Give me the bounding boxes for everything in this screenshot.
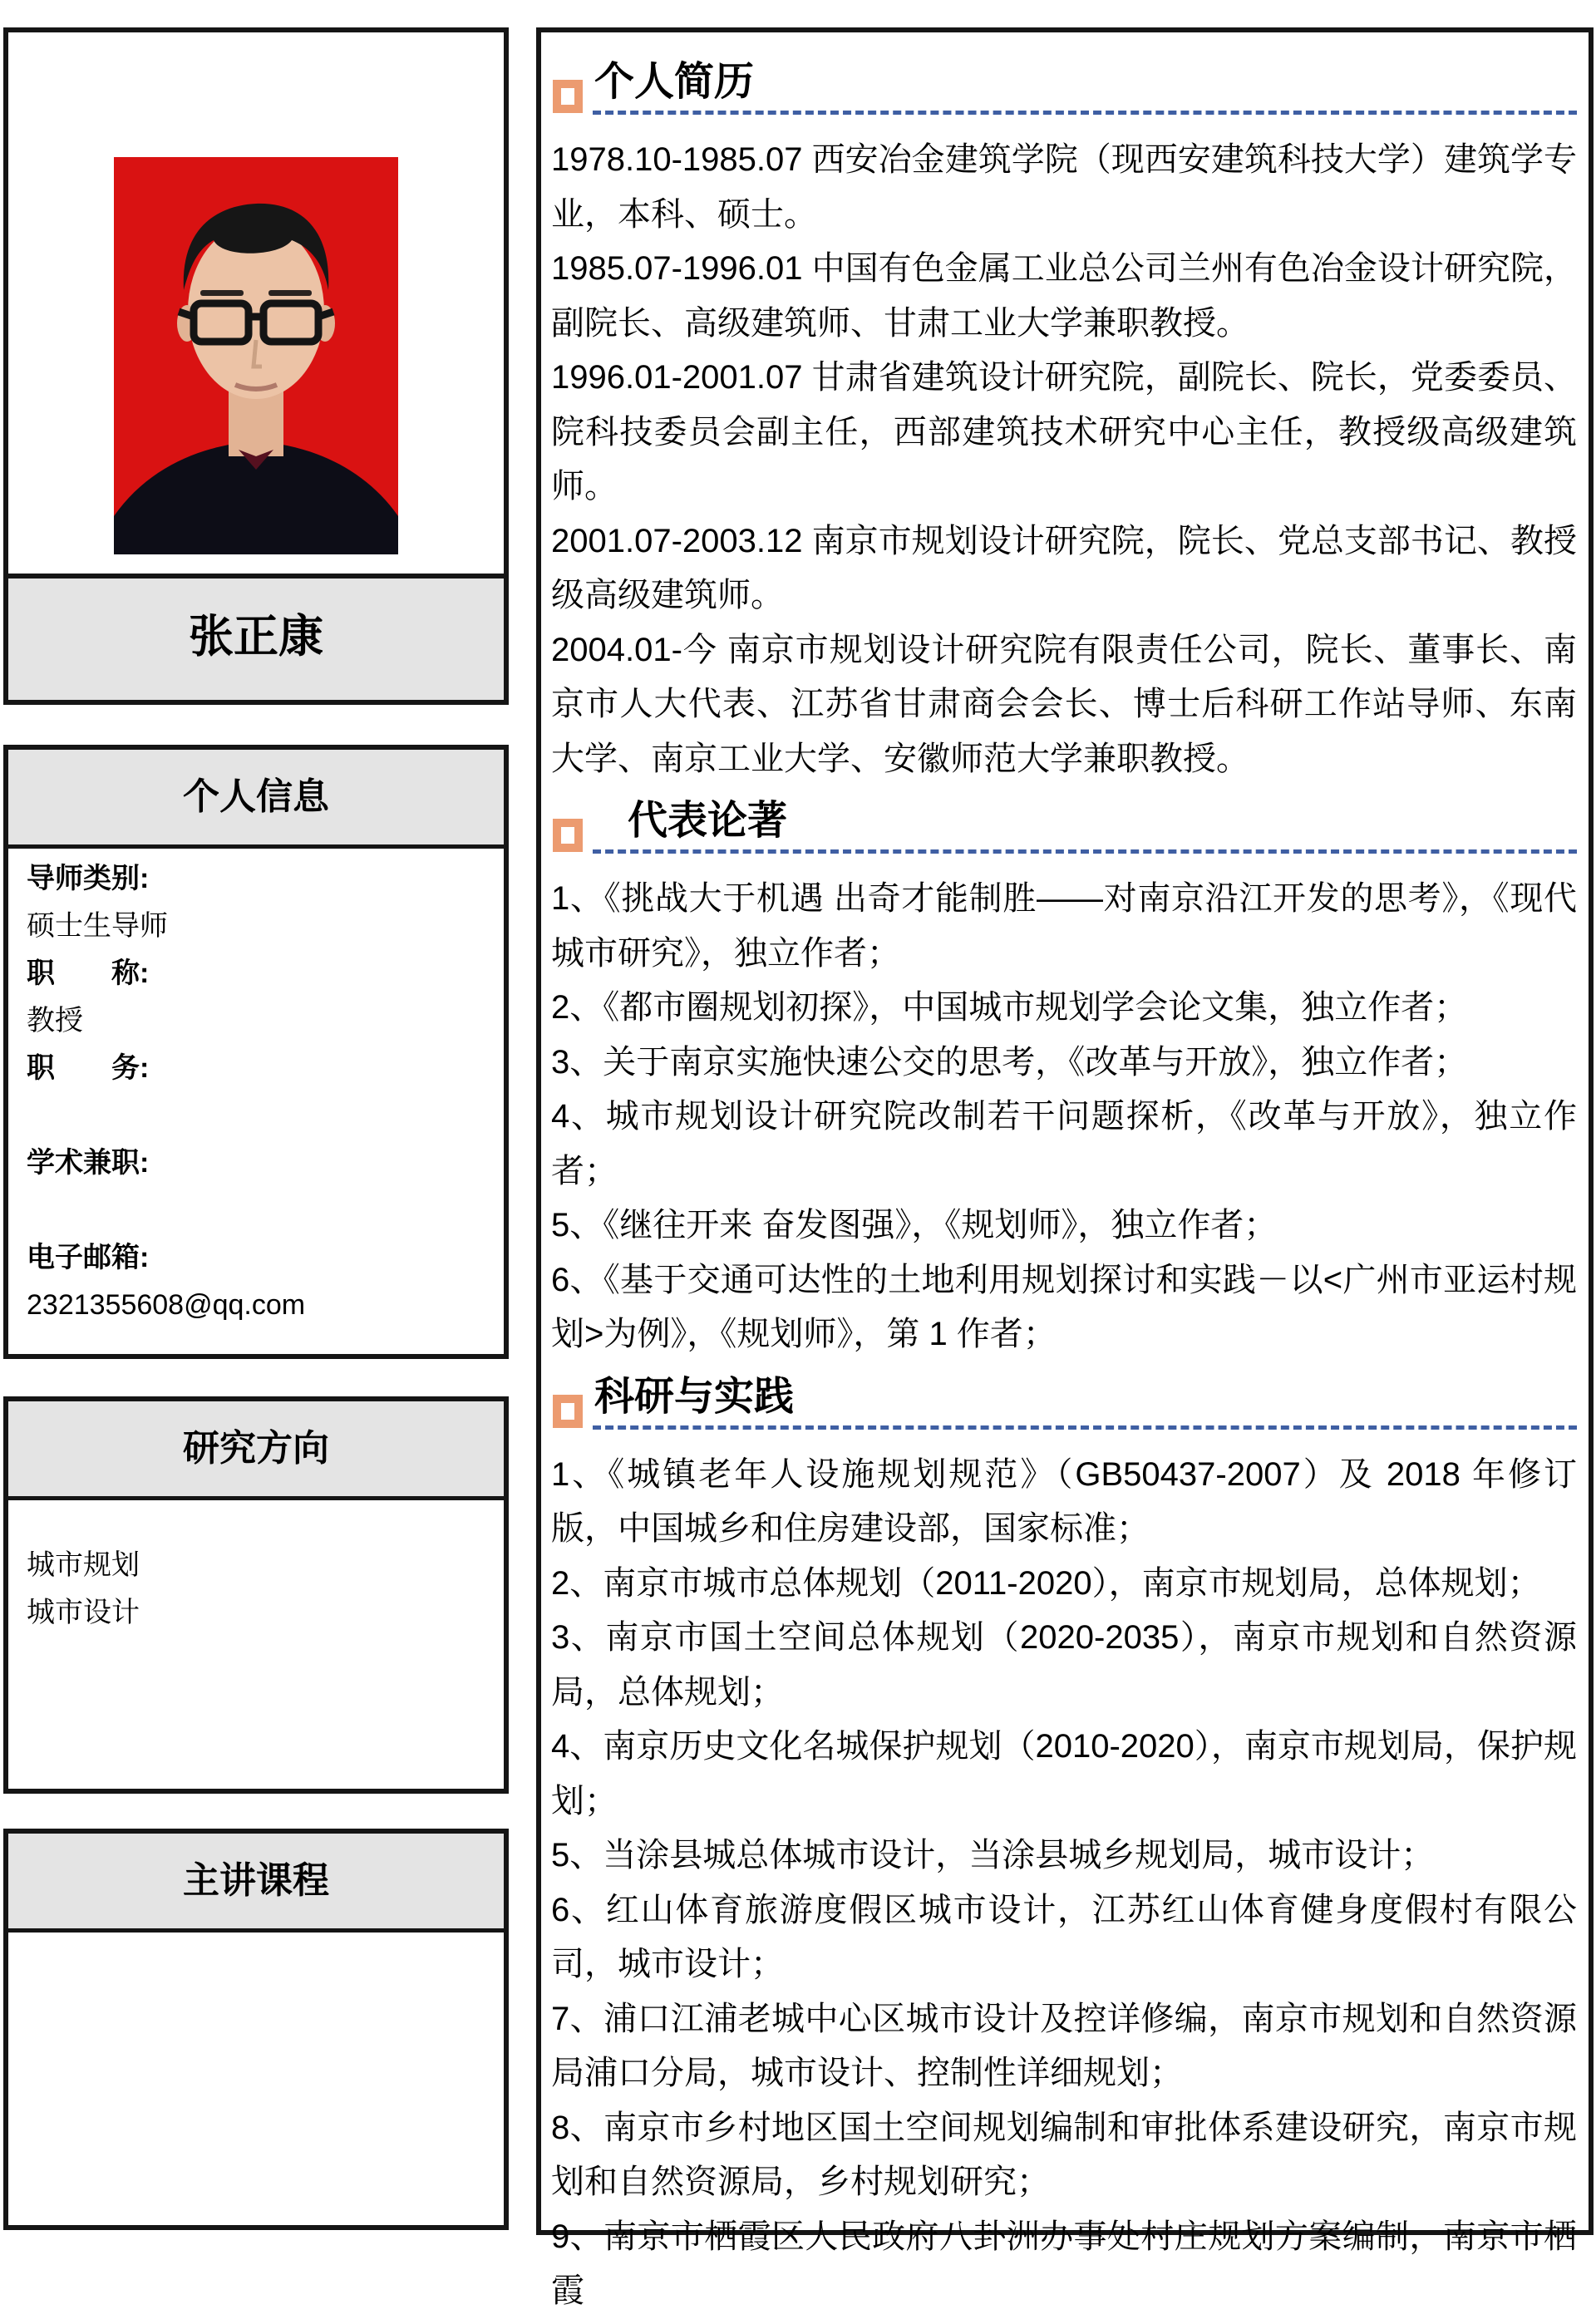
publication-item: 5、《继往开来 奋发图强》，《规划师》，独立作者； bbox=[551, 1207, 1278, 1243]
resume-entry: 2001.07-2003.12 南京市规划设计研究院，院长、党总支部书记、教授级高级建筑师。 bbox=[551, 522, 1577, 613]
research-direction-body bbox=[8, 1500, 504, 1637]
photo-name-card bbox=[3, 27, 509, 705]
practice-item: 9、南京市栖霞区人民政府八卦洲办事处村庄规划方案编制，南京市栖霞 bbox=[551, 2218, 1577, 2309]
personal-info-card bbox=[3, 745, 509, 1359]
publication-item: 2、《都市圈规划初探》，中国城市规划学会论文集，独立作者； bbox=[551, 989, 1468, 1026]
publication-item: 1、《挑战大于机遇 出奇才能制胜——对南京沿江开发的思考》，《现代城市研究》，独立作者； bbox=[551, 880, 1577, 972]
practice-item: 3、南京市国土空间总体规划（2020-2035），南京市规划和自然资源局，总体规划； bbox=[551, 1619, 1577, 1711]
resume-entry: 2004.01-今 南京市规划设计研究院有限责任公司，院长、董事长、南京市人大代表、江苏省甘肃商会会长、博士后科研工作站导师、东南大学、南京工业大学、安徽师范大学兼职教授。 bbox=[551, 631, 1577, 777]
field-label-academic-posts: 学术兼职: bbox=[27, 1147, 150, 1179]
resume-entry: 1996.01-2001.07 甘肃省建筑设计研究院，副院长、院长，党委委员、院科技委员会副主任，西部建筑技术研究中心主任，教授级高级建筑师。 bbox=[551, 359, 1577, 505]
field-label-title: 职 称: bbox=[27, 958, 150, 989]
resume-section-header bbox=[551, 61, 1577, 115]
resume-entry: 1985.07-1996.01 中国有色金属工业总公司兰州有色冶金设计研究院，副院长、高级建筑师、甘肃工业大学兼职教授。 bbox=[551, 250, 1577, 342]
field-value-position bbox=[27, 1092, 487, 1140]
person-name: 张正康 bbox=[8, 574, 504, 700]
publication-item: 4、城市规划设计研究院改制若干问题探析，《改革与开放》，独立作者； bbox=[551, 1098, 1577, 1189]
orange-square-icon bbox=[553, 80, 583, 113]
publications-section-header bbox=[551, 800, 1577, 854]
personal-info-title: 个人信息 bbox=[8, 750, 504, 849]
portrait-photo bbox=[114, 157, 398, 554]
practice-item: 6、红山体育旅游度假区城市设计，江苏红山体育健身度假村有限公司，城市设计； bbox=[551, 1891, 1577, 1982]
courses-title: 主讲课程 bbox=[8, 1834, 504, 1932]
publications-section-title: 代表论著 bbox=[593, 800, 1577, 854]
orange-square-icon bbox=[553, 819, 583, 852]
practice-item: 4、南京历史文化名城保护规划（2010-2020），南京市规划局，保护规划； bbox=[551, 1728, 1577, 1819]
practice-section-header bbox=[551, 1376, 1577, 1430]
field-value-mentor-type: 硕士生导师 bbox=[27, 910, 168, 942]
research-direction-title: 研究方向 bbox=[8, 1401, 504, 1500]
field-value-title: 教授 bbox=[27, 1005, 83, 1036]
practice-item: 7、浦口江浦老城中心区城市设计及控详修编，南京市规划和自然资源局浦口分局，城市设计、控制性详细规划； bbox=[551, 2000, 1577, 2091]
courses-card bbox=[3, 1829, 509, 2230]
field-value-email: 2321355608@qq.com bbox=[27, 1289, 306, 1321]
field-label-mentor-type: 导师类别: bbox=[27, 863, 150, 894]
field-value-academic-posts bbox=[27, 1187, 487, 1234]
research-direction-item: 城市设计 bbox=[27, 1597, 140, 1628]
orange-square-icon bbox=[553, 1395, 583, 1428]
personal-info-body bbox=[8, 849, 504, 1329]
practice-section-title: 科研与实践 bbox=[593, 1376, 1577, 1430]
field-label-email: 电子邮箱: bbox=[27, 1242, 150, 1273]
research-direction-item: 城市规划 bbox=[27, 1549, 140, 1581]
resume-section-title: 个人简历 bbox=[593, 61, 1577, 115]
practice-item: 8、南京市乡村地区国土空间规划编制和审批体系建设研究，南京市规划和自然资源局，乡村规划研究； bbox=[551, 2109, 1577, 2200]
practice-item: 2、南京市城市总体规划（2011-2020），南京市规划局，总体规划； bbox=[551, 1564, 1541, 1602]
publication-item: 3、关于南京实施快速公交的思考，《改革与开放》，独立作者； bbox=[551, 1043, 1468, 1081]
profile-detail-panel bbox=[536, 27, 1594, 2309]
resume-entry: 1978.10-1985.07 西安冶金建筑学院（现西安建筑科技大学）建筑学专业，本科、硕士。 bbox=[551, 141, 1577, 233]
field-label-position: 职 务: bbox=[27, 1052, 150, 1084]
research-direction-card bbox=[3, 1396, 509, 1794]
practice-item: 5、当涂县城总体城市设计，当涂县城乡规划局，城市设计； bbox=[551, 1837, 1435, 1873]
practice-item: 1、《城镇老年人设施规划规范》（GB50437-2007）及 2018 年修订版，中国城乡和住房建设部，国家标准； bbox=[551, 1455, 1577, 1547]
publication-item: 6、《基于交通可达性的土地利用规划探讨和实践－以<广州市亚运村规划>为例》，《规划师》，第 1 作者； bbox=[551, 1261, 1577, 1352]
